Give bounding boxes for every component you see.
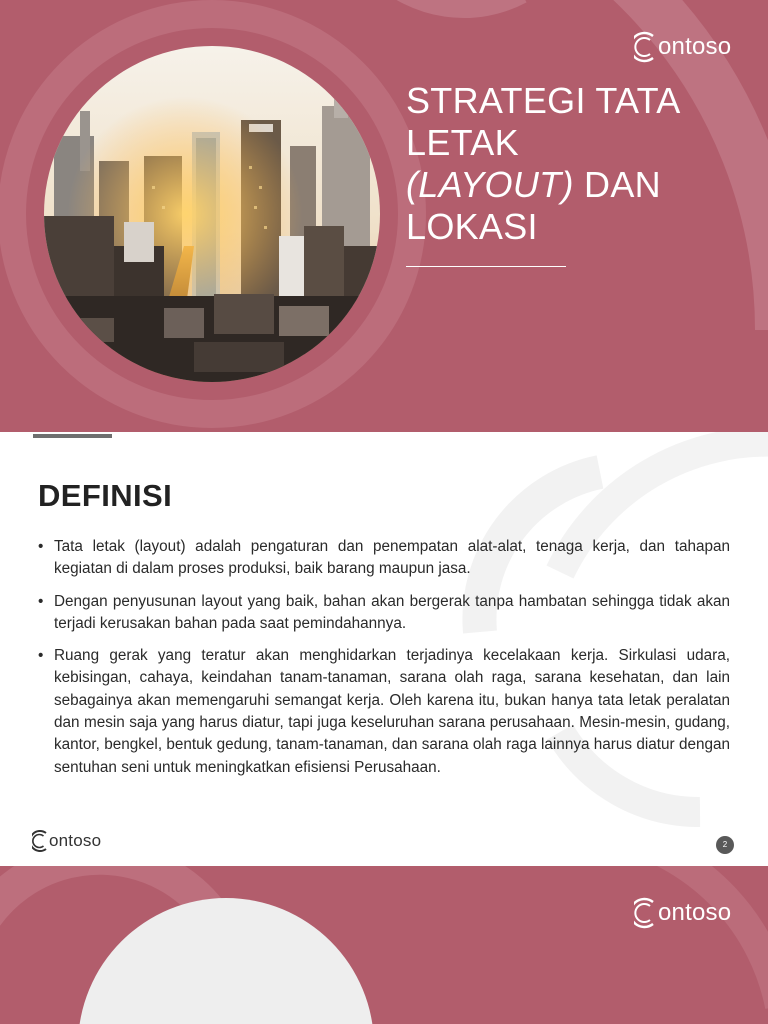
title-line-2: LETAK xyxy=(406,122,519,163)
contoso-logo-text: ontoso xyxy=(49,831,102,850)
list-item-text: Ruang gerak yang teratur akan menghidarkan terjadinya kecelakaan kerja. Sirkulasi udara, kebisingan, cahaya, keindahan tanam-tanaman, sarana olah raga, sarana kesehatan, dan lain sebagainya akan memengaruhi semangat kerja. Oleh karena itu, bukan hanya tata letak peralatan dan mesin saja yang harus diatur, tapi juga keseluruhan sarana perusahaan. Mesin-mesin, gudang, kantor, bengkel, bentuk gedung, tanam-tanaman, dan sarana olah raga lainnya harus diatur dengan sentuhan seni untuk meningkatkan efisiensi Perusahaan. xyxy=(54,647,730,776)
contoso-logo-mark-icon xyxy=(634,896,656,930)
list-item-text: Tata letak (layout) adalah pengaturan dan penempatan alat-alat, tenaga kerja, dan tahapan kegiatan di dalam proses produksi, baik barang maupun jasa. xyxy=(54,538,730,578)
title-line-4: LOKASI xyxy=(406,206,538,247)
slide-title xyxy=(406,80,746,248)
title-slide xyxy=(0,0,768,432)
contoso-logo xyxy=(634,30,731,64)
closing-slide-preview xyxy=(0,866,768,1024)
definition-slide xyxy=(0,432,768,866)
definition-list xyxy=(38,536,730,789)
city-skyline-photo xyxy=(44,46,380,382)
contoso-logo-text: ontoso xyxy=(658,899,732,926)
bullet-icon: • xyxy=(38,592,44,610)
title-underline xyxy=(406,266,566,267)
decorative-shapes xyxy=(0,866,768,1024)
list-item xyxy=(38,591,730,636)
bullet-icon: • xyxy=(38,647,44,665)
bullet-icon: • xyxy=(38,538,44,555)
title-italic-word: (LAYOUT) xyxy=(406,164,574,205)
list-item-text: Dengan penyusunan layout yang baik, bahan akan bergerak tanpa hambatan sehingga tidak akan terjadi kerusakan bahan pada saat pemindahannya. xyxy=(54,592,730,632)
contoso-logo xyxy=(634,896,731,930)
page-number-badge: 2 xyxy=(716,836,734,854)
contoso-logo-mark-icon xyxy=(634,30,656,64)
accent-bar xyxy=(33,434,112,438)
contoso-logo xyxy=(32,829,101,853)
contoso-logo-mark-icon xyxy=(32,829,48,853)
section-heading: DEFINISI xyxy=(38,478,173,513)
contoso-logo-text: ontoso xyxy=(658,33,732,60)
list-item xyxy=(38,645,730,779)
list-item xyxy=(38,536,730,581)
title-line-3-rest: DAN xyxy=(573,164,661,205)
title-line-1: STRATEGI TATA xyxy=(406,80,681,121)
title-line-3 xyxy=(406,164,746,206)
